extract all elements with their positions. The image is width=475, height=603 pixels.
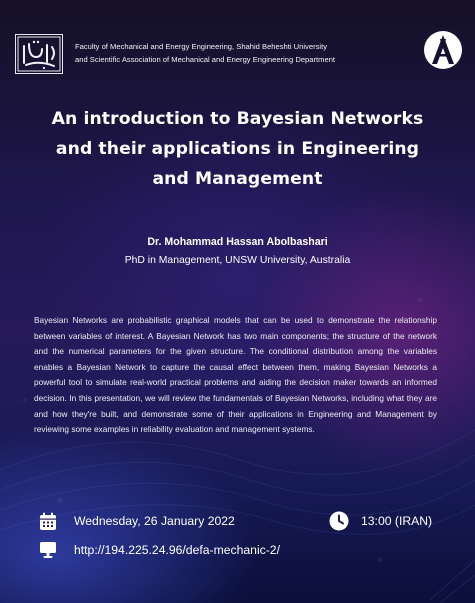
event-link-row: [38, 540, 280, 560]
event-date: Wednesday, 26 January 2022: [74, 514, 235, 528]
emblem-icon: [423, 30, 463, 70]
calendar-icon: [38, 511, 58, 531]
event-date-row: [38, 511, 235, 531]
talk-title: [0, 104, 475, 194]
speaker-name: Dr. Mohammad Hassan Abolbashari: [147, 236, 328, 248]
speaker-credentials: PhD in Management, UNSW University, Australia: [124, 255, 351, 266]
organizer-header: [75, 40, 415, 66]
event-url-link[interactable]: http://194.225.24.96/defa-mechanic-2/: [74, 543, 280, 557]
event-time: 13:00 (IRAN): [361, 514, 433, 528]
event-time-row: [329, 511, 432, 531]
organizer-line-2: and Scientific Association of Mechanical and Energy Engineering Department: [75, 55, 336, 64]
abstract-text: Bayesian Networks are probabilistic graphical models that can be used to demonstrate the relationship between variables of interest. A Bayesian Network has two main components; the structure of the network and the numerical parameters for the given structure. The conditional distribution among the variables enables a Bayesian Network to capture the causal effect between them, making Bayesian Networks a powerful tool to simulate real-world practical problems and aiding the decision maker towards an informed decision. In this presentation, we will review the fundamentals of Bayesian Networks, including what they are and how they're built, and demonstrate some of their applications in Engineering and Management by reviewing some examples in reliability evaluation and management systems.: [34, 315, 437, 435]
clock-icon: [329, 511, 349, 531]
calligraphy-emblem: [16, 35, 62, 73]
title-line-1: An introduction to Bayesian Networks: [51, 109, 424, 129]
organizer-line-1: Faculty of Mechanical and Energy Engineering, Shahid Beheshti University: [75, 42, 327, 51]
title-line-3: and Management: [152, 169, 323, 189]
title-line-2: and their applications in Engineering: [55, 139, 420, 159]
monitor-icon: [38, 540, 58, 560]
university-logo: [15, 34, 63, 74]
association-logo: [423, 30, 463, 70]
